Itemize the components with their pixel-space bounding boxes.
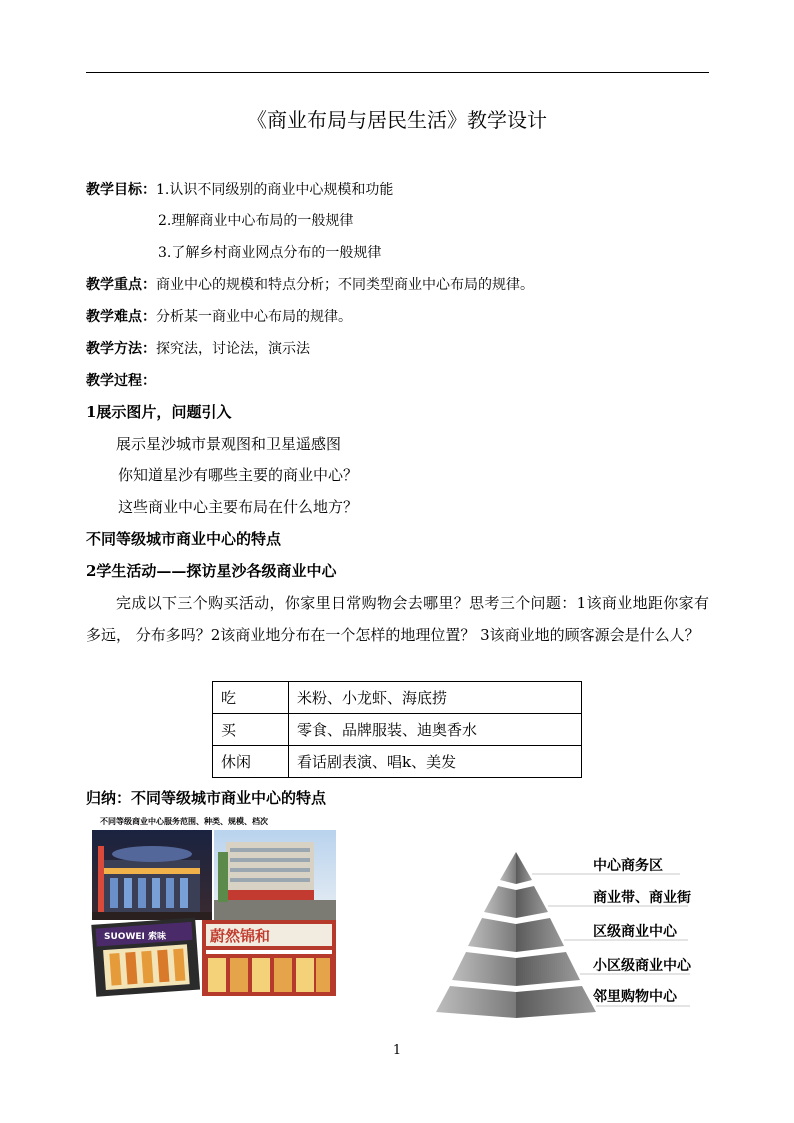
method-row [86,338,310,358]
key-points-row [86,274,534,294]
section1-line-3: 这些商业中心主要布局在什么地方？ [118,498,359,516]
key-text: 商业中心的规模和特点分析；不同类型商业中心布局的规律。 [156,277,534,293]
photo-caption: 不同等级商业中心服务范围、种类、规模、档次 [100,817,268,826]
photo-collage-image [90,812,338,998]
header-rule [86,72,709,73]
method-label: 教学方法： [86,341,156,357]
difficulty-row [86,306,352,326]
process-label: 教学过程： [86,373,156,389]
pyramid-tier [436,986,516,1018]
difficulty-label: 教学难点： [86,309,156,325]
section2-paragraph: 完成以下三个购买活动，你家里日常购物会去哪里？思考三个问题：1该商业地距你家有多远， 分布多吗？2该商业地分布在一个怎样的地理位置？ 3该商业地的顾客源会是什么人？ [86,594,709,644]
table-row [213,714,582,746]
table-row [213,682,582,714]
goals-label: 教学目标： [86,182,156,198]
section1-heading: 1展示图片，问题引入 [86,403,232,421]
pyramid-label-neighborhood-center: 邻里购物中心 [593,989,677,1005]
pyramid-tier [452,952,516,986]
pyramid-tier [468,918,516,952]
activity-items: 零食、品牌服装、迪奥香水 [289,714,582,746]
goals-row [86,179,393,199]
commercial-center-photos [90,812,338,998]
section2-heading: 2学生活动——探访星沙各级商业中心 [86,562,337,580]
activity-category: 买 [213,714,289,746]
document-title: 《商业布局与居民生活》教学设计 [247,108,547,132]
pyramid-tier [484,886,516,918]
pyramid-label-commercial-street: 商业带、商业街 [593,890,691,906]
difficulty-text: 分析某一商业中心布局的规律。 [156,309,352,325]
pyramid-tier [500,852,516,884]
activity-category: 休闲 [213,746,289,778]
activity-items: 看话剧表演、唱k、美发 [289,746,582,778]
shop-sign-weiran: 蔚然锦和 [210,927,271,945]
activity-category: 吃 [213,682,289,714]
goal-item-1: 1.认识不同级别的商业中心规模和功能 [156,182,394,198]
section1-line-1: 展示星沙城市景观图和卫星遥感图 [116,435,342,453]
section1-line-2: 你知道星沙有哪些主要的商业中心？ [118,466,359,484]
pyramid-label-district-center: 区级商业中心 [593,924,677,940]
commercial-hierarchy-pyramid [430,840,720,1020]
table-row [213,746,582,778]
pyramid-label-community-center: 小区级商业中心 [593,958,691,974]
summary-heading: 归纳：不同等级城市商业中心的特点 [86,789,327,807]
page-number: 1 [392,1043,402,1058]
shop-sign-suowei: SUOWEI 索味 [104,932,166,942]
pyramid-label-cbd: 中心商务区 [593,858,663,874]
activity-items: 米粉、小龙虾、海底捞 [289,682,582,714]
feature-heading: 不同等级城市商业中心的特点 [86,530,282,548]
activity-table [212,681,582,778]
goal-item-3: 3.了解乡村商业网点分布的一般规律 [158,245,382,261]
key-label: 教学重点： [86,277,156,293]
goal-item-2: 2.理解商业中心布局的一般规律 [158,213,354,229]
method-text: 探究法，讨论法，演示法 [156,341,310,357]
